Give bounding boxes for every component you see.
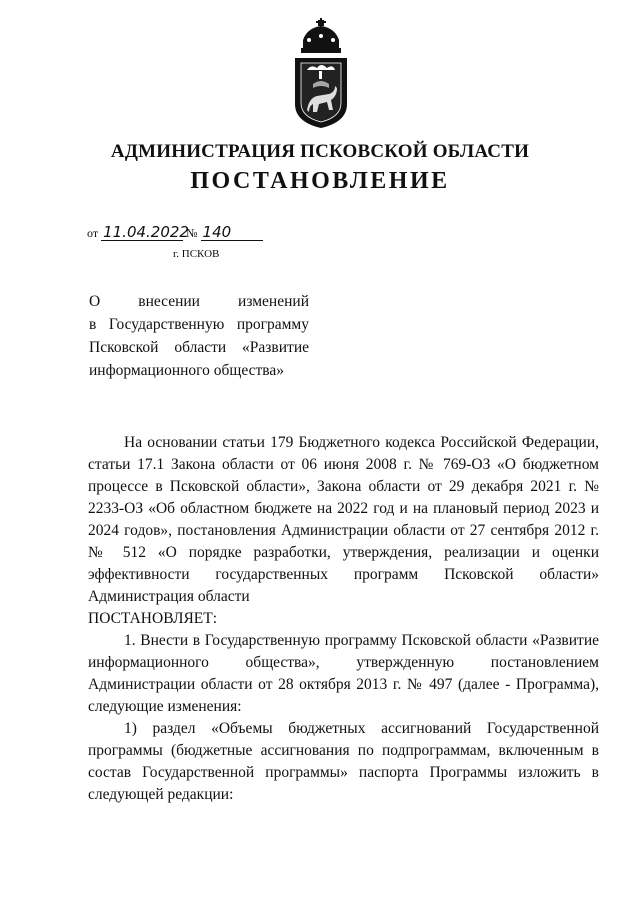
document-city: г. ПСКОВ	[173, 248, 220, 260]
item-1-1-paragraph: 1) раздел «Объемы бюджетных ассигнований Государственной программы (бюджетные ассигнования по подпрограммам, включенным в состав Государственной программы» паспорта Программы изложить в следующей редакции:	[88, 720, 599, 803]
preamble-paragraph: На основании статьи 179 Бюджетного кодекса Российской Федерации, статьи 17.1 Закона области от 06 июня 2008 г. № 769-ОЗ «О бюджетном процессе в Псковской области», Закона области от 29 декабря 2021 г. № 2233-ОЗ «Об областном бюджете на 2022 год и на плановый период 2023 и 2024 годов», постановления Администрации области от 27 сентября 2012 г. № 512 «О порядке разработки, утверждения, реализации и оценки эффективности государственных программ Псковской области» Администрация области	[88, 434, 599, 605]
item-1-paragraph: 1. Внести в Государственную программу Псковской области «Развитие информационного общества», утвержденную постановлением Администрации области от 28 октября 2013 г. № 497 (далее - Программа), следующие изменения:	[88, 632, 599, 715]
document-subject	[89, 290, 309, 382]
date-number-line	[87, 224, 263, 241]
subject-line-3: Псковской области «Развитие	[89, 339, 309, 356]
document-body	[88, 432, 599, 806]
subject-line-1: О внесении изменений	[89, 293, 309, 310]
document-number: 140	[201, 224, 263, 241]
document-type-title: ПОСТАНОВЛЕНИЕ	[190, 168, 450, 194]
number-prefix: №	[186, 226, 198, 240]
subject-line-4: информационного общества»	[89, 362, 284, 379]
pskov-coat-of-arms-icon	[289, 18, 353, 130]
organization-title: АДМИНИСТРАЦИЯ ПСКОВСКОЙ ОБЛАСТИ	[110, 141, 530, 162]
document-date: 11.04.2022	[103, 223, 189, 241]
subject-line-2: в Государственную программу	[89, 316, 309, 333]
resolves-line: ПОСТАНОВЛЯЕТ:	[88, 610, 218, 627]
date-prefix: от	[87, 226, 99, 240]
